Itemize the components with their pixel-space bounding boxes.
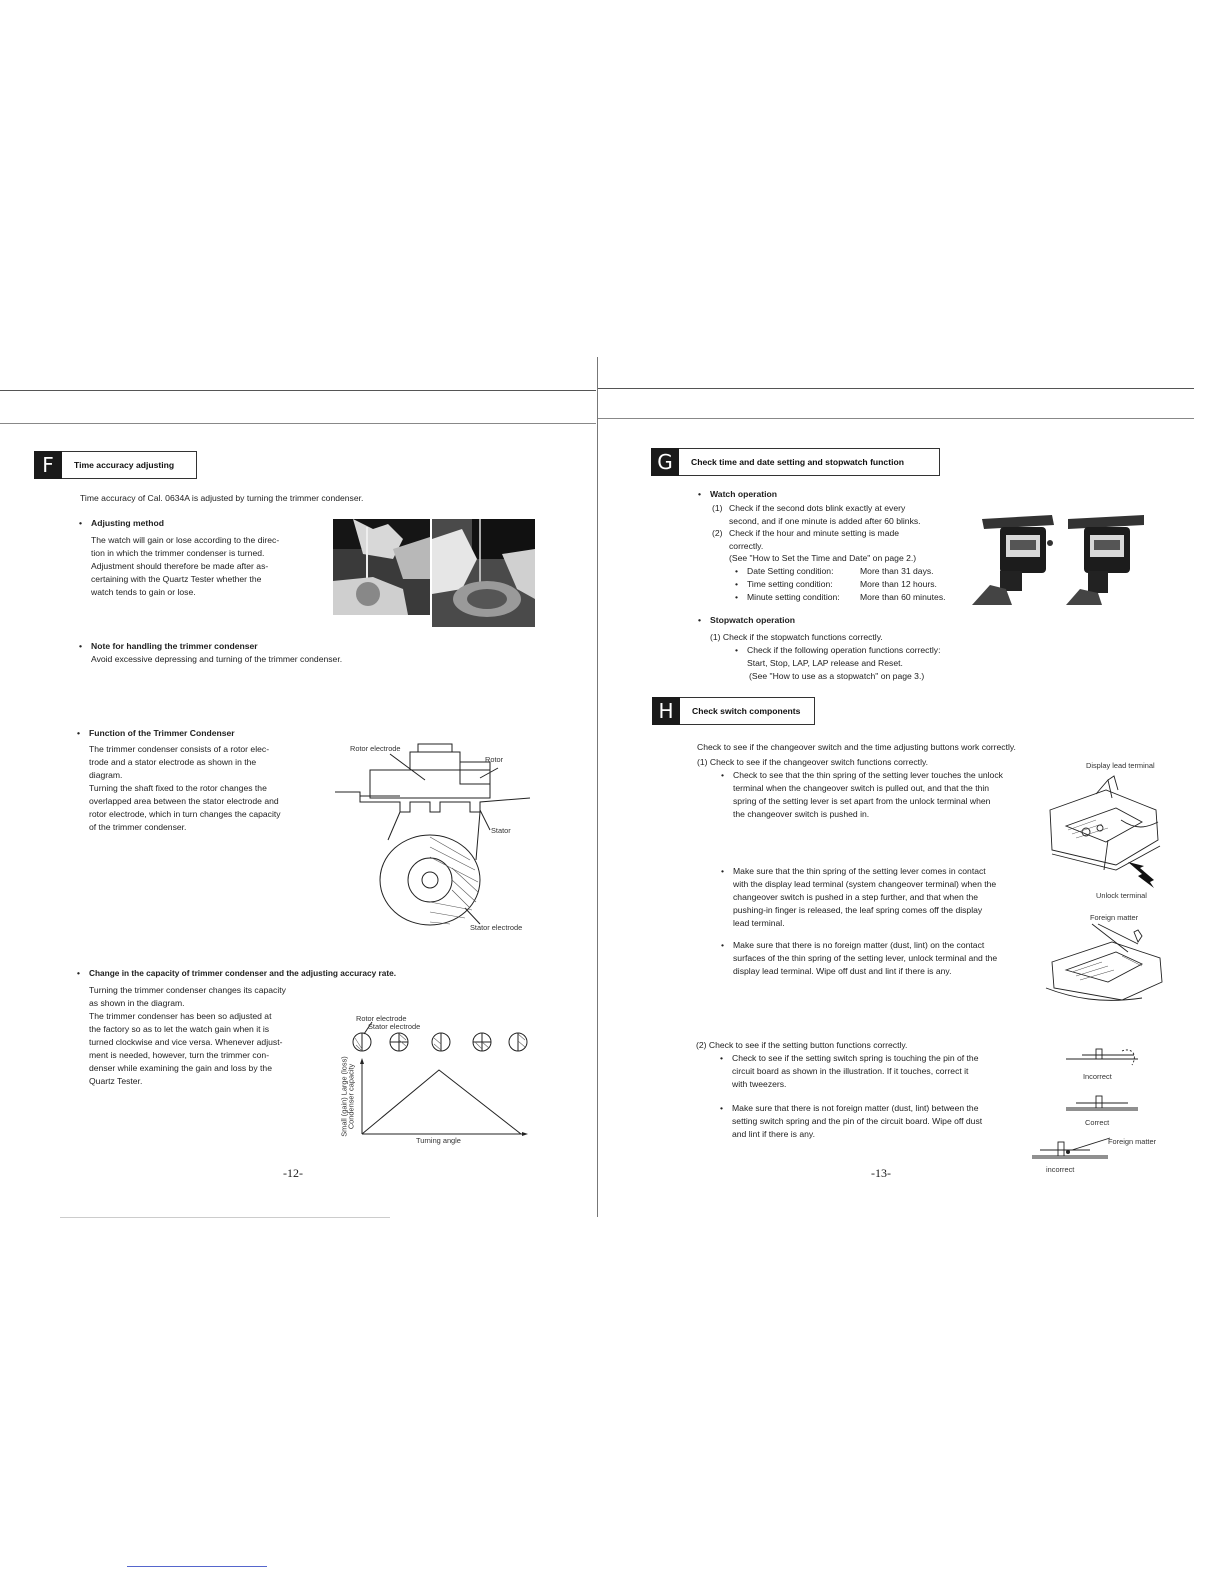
text-line: overlapped area between the stator electrode and bbox=[89, 796, 279, 806]
text-line: setting switch spring and the pin of the circuit board. Wipe off dust bbox=[732, 1116, 983, 1126]
condition-row bbox=[747, 578, 967, 591]
label-foreign-matter: Foreign matter bbox=[1090, 913, 1139, 922]
capacity-graph bbox=[336, 1012, 536, 1148]
photo-watch-movement bbox=[432, 519, 535, 627]
g-item2-num: (2) bbox=[712, 528, 723, 538]
text-line: certaining with the Quartz Tester whether the bbox=[91, 574, 262, 584]
g-item1-num: (1) bbox=[712, 503, 723, 513]
bottom-smudge-left bbox=[60, 1217, 390, 1218]
g-sw-ops: Start, Stop, LAP, LAP release and Reset. bbox=[747, 658, 903, 668]
photo-watch-display-1 bbox=[972, 515, 1058, 605]
g-sw-bullet: • Check if the following operation functions correctly: bbox=[747, 644, 940, 657]
text-line: Adjustment should therefore be made after as- bbox=[91, 561, 269, 571]
left-top-rule bbox=[0, 390, 596, 391]
text-line: • Check to see if the setting switch spring is touching the pin of the bbox=[732, 1053, 979, 1063]
text-line: trode and a stator electrode as shown in the bbox=[89, 757, 257, 767]
text-line: denser while examining the gain and loss by the bbox=[89, 1063, 272, 1073]
text-line: lead terminal. bbox=[733, 918, 785, 928]
page-number-right: -13- bbox=[871, 1166, 891, 1180]
f-note-heading: • Note for handling the trimmer condenser bbox=[91, 640, 258, 653]
text-line: second, and if one minute is added after 60 blinks. bbox=[729, 516, 921, 526]
graph-label-rotor-electrode: Rotor electrode bbox=[356, 1014, 407, 1023]
text-line: and lint if there is any. bbox=[732, 1129, 815, 1139]
condition-row bbox=[747, 591, 967, 604]
f-function-heading: • Function of the Trimmer Condenser bbox=[89, 727, 235, 740]
photo-watch-display-2 bbox=[1066, 515, 1146, 605]
text-line: turned clockwise and vice versa. Whenever adjust- bbox=[89, 1037, 283, 1047]
spring-diagram-foreign-matter bbox=[1028, 1134, 1112, 1164]
text-line: The trimmer condenser consists of a rotor elec- bbox=[89, 744, 270, 754]
label-stator: Stator bbox=[491, 826, 511, 835]
g-item2-text bbox=[729, 527, 969, 553]
right-top-rule-2 bbox=[598, 418, 1194, 419]
g-conditions bbox=[747, 565, 967, 604]
text-line: ment is needed, however, turn the trimmer con- bbox=[89, 1050, 270, 1060]
text-line: • Make sure that the thin spring of the setting lever comes in contact bbox=[733, 866, 986, 876]
page-number-left: -12- bbox=[283, 1166, 303, 1180]
trimmer-condenser-diagram bbox=[330, 740, 540, 940]
text-line: display lead terminal. Wipe off dust and lint if there is any. bbox=[733, 966, 952, 976]
section-g-title: Check time and date setting and stopwatch function bbox=[679, 448, 940, 476]
text-line: as shown in the diagram. bbox=[89, 998, 185, 1008]
f-adjusting-text bbox=[91, 534, 303, 599]
g-see-text: (See "How to Set the Time and Date" on page 2.) bbox=[729, 553, 917, 563]
h-bullet-1 bbox=[733, 769, 1033, 821]
text-line: changeover switch is pushed in a step further, and that when the bbox=[733, 892, 979, 902]
condition-label: • Date Setting condition: bbox=[747, 565, 833, 578]
h-intro: Check to see if the changeover switch and the time adjusting buttons work correctly. bbox=[697, 742, 1016, 752]
g-sw-see: (See "How to use as a stopwatch" on page 3.) bbox=[749, 671, 925, 681]
f-change-text bbox=[89, 984, 301, 1088]
text-line: the changeover switch is pushed in. bbox=[733, 809, 870, 819]
h-bullet-4 bbox=[732, 1052, 1032, 1091]
spring-diagram-correct bbox=[1062, 1090, 1142, 1116]
text-line: with tweezers. bbox=[732, 1079, 787, 1089]
text-line: rotor electrode, which in turn changes the capacity bbox=[89, 809, 281, 819]
h-bullet-3 bbox=[733, 939, 1033, 978]
label-rotor-electrode: Rotor electrode bbox=[350, 744, 401, 753]
foreign-matter-diagram bbox=[1042, 922, 1168, 1004]
text-line: watch tends to gain or lose. bbox=[91, 587, 196, 597]
text-line: tion in which the trimmer condenser is turned. bbox=[91, 548, 265, 558]
text-line: Quartz Tester. bbox=[89, 1076, 143, 1086]
text-line: correctly. bbox=[729, 541, 764, 551]
h-bullet-5 bbox=[732, 1102, 1032, 1141]
label-stator-electrode: Stator electrode bbox=[470, 923, 523, 932]
h-item1: (1) Check to see if the changeover switch functions correctly. bbox=[697, 757, 929, 767]
condition-value: More than 31 days. bbox=[860, 566, 934, 576]
text-line: Turning the trimmer condenser changes its capacity bbox=[89, 985, 286, 995]
text-line: The watch will gain or lose according to the direc- bbox=[91, 535, 280, 545]
f-note-text: Avoid excessive depressing and turning of the trimmer condenser. bbox=[91, 654, 343, 664]
condition-label: • Minute setting condition: bbox=[747, 591, 840, 604]
g-watch-heading: • Watch operation bbox=[710, 488, 777, 501]
left-top-rule-2 bbox=[0, 423, 596, 424]
text-line: the factory so as to let the watch gain when it is bbox=[89, 1024, 270, 1034]
text-line: Check if the hour and minute setting is made bbox=[729, 528, 900, 538]
condition-value: More than 12 hours. bbox=[860, 579, 937, 589]
f-intro: Time accuracy of Cal. 0634A is adjusted by turning the trimmer condenser. bbox=[80, 493, 364, 503]
section-h-title: Check switch components bbox=[680, 697, 815, 725]
condition-label: • Time setting condition: bbox=[747, 578, 833, 591]
text-line: of the trimmer condenser. bbox=[89, 822, 187, 832]
h-bullet-2 bbox=[733, 865, 1033, 930]
text-line: Check if the second dots blink exactly at every bbox=[729, 503, 906, 513]
label-display-lead-terminal: Display lead terminal bbox=[1086, 761, 1155, 770]
spring-diagram-incorrect bbox=[1062, 1041, 1142, 1071]
text-line: with the display lead terminal (system changeover terminal) when the bbox=[733, 879, 997, 889]
text-line: terminal when the changeover switch is pulled out, and that the thin bbox=[733, 783, 990, 793]
changeover-switch-diagram bbox=[1046, 770, 1166, 900]
g-sw-item1: (1) Check if the stopwatch functions correctly. bbox=[710, 632, 883, 642]
label-unlock-terminal: Unlock terminal bbox=[1096, 891, 1147, 900]
text-line: • Make sure that there is no foreign matter (dust, lint) on the contact bbox=[733, 940, 985, 950]
graph-y-axis-label-1: Small (gain) Large (loss) bbox=[339, 1056, 349, 1137]
graph-label-stator-electrode: Stator electrode bbox=[368, 1022, 421, 1031]
f-function-text bbox=[89, 743, 301, 834]
graph-y-axis-label-2: Condenser capacity bbox=[346, 1063, 356, 1130]
graph-x-axis-label: Turning angle bbox=[416, 1136, 461, 1145]
text-line: spring of the setting lever is set apart from the unlock terminal when bbox=[733, 796, 991, 806]
condition-row bbox=[747, 565, 967, 578]
f-adjusting-heading: • Adjusting method bbox=[91, 517, 164, 530]
section-g-letter: G bbox=[651, 448, 679, 476]
footer-link-line bbox=[127, 1566, 267, 1567]
label-rotor: Rotor bbox=[485, 755, 504, 764]
label-foreign-matter-2: Foreign matter bbox=[1108, 1137, 1157, 1146]
g-stopwatch-heading: • Stopwatch operation bbox=[710, 614, 795, 627]
text-line: diagram. bbox=[89, 770, 123, 780]
text-line: circuit board as shown in the illustration. If it touches, correct it bbox=[732, 1066, 969, 1076]
right-top-rule bbox=[598, 388, 1194, 389]
condition-value: More than 60 minutes. bbox=[860, 592, 946, 602]
spine-line bbox=[597, 357, 598, 1217]
section-h-letter: H bbox=[652, 697, 680, 725]
f-change-heading: • Change in the capacity of trimmer condenser and the adjusting accuracy rate. bbox=[89, 967, 396, 980]
label-incorrect-2: incorrect bbox=[1046, 1165, 1075, 1174]
label-incorrect: Incorrect bbox=[1083, 1072, 1112, 1081]
text-line: pushing-in finger is released, the leaf spring comes off the display bbox=[733, 905, 983, 915]
text-line: • Check to see that the thin spring of the setting lever touches the unlock bbox=[733, 770, 1003, 780]
h-item2: (2) Check to see if the setting button functions correctly. bbox=[696, 1040, 908, 1050]
section-f-letter: F bbox=[34, 451, 62, 479]
text-line: surfaces of the thin spring of the setting lever, unlock terminal and the bbox=[733, 953, 998, 963]
text-line: The trimmer condenser has been so adjusted at bbox=[89, 1011, 272, 1021]
section-f-title: Time accuracy adjusting bbox=[62, 451, 197, 479]
photo-tweezers-adjusting bbox=[333, 519, 430, 615]
g-item1-text bbox=[729, 502, 969, 528]
label-correct: Correct bbox=[1085, 1118, 1110, 1127]
text-line: Turning the shaft fixed to the rotor changes the bbox=[89, 783, 267, 793]
text-line: • Make sure that there is not foreign matter (dust, lint) between the bbox=[732, 1103, 979, 1113]
